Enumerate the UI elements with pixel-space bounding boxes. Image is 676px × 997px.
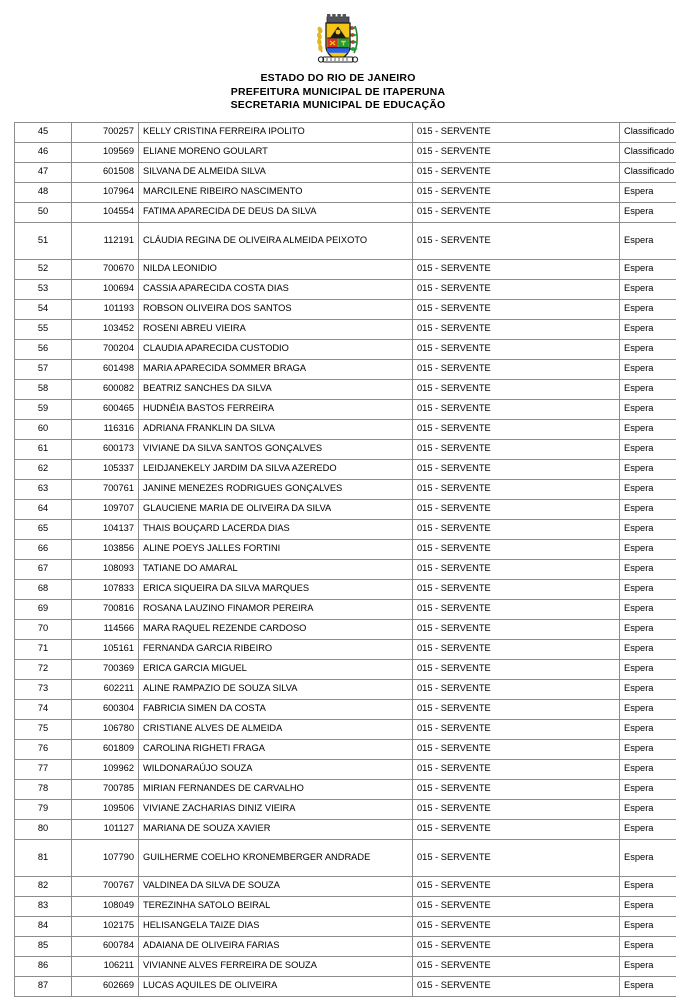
table-row	[15, 876, 676, 896]
cell-rank: 69	[15, 599, 72, 619]
table-row	[15, 259, 676, 279]
table-row	[15, 459, 676, 479]
cell-registration: 103452	[72, 319, 139, 339]
table-row	[15, 599, 676, 619]
cell-rank: 61	[15, 439, 72, 459]
cell-registration: 101193	[72, 299, 139, 319]
cell-registration: 600304	[72, 699, 139, 719]
coat-of-arms-icon	[312, 12, 364, 68]
table-row	[15, 519, 676, 539]
cell-registration: 100694	[72, 279, 139, 299]
cell-registration: 700369	[72, 659, 139, 679]
cell-name: ROBSON OLIVEIRA DOS SANTOS	[139, 299, 413, 319]
cell-registration: 601809	[72, 739, 139, 759]
cell-registration: 700204	[72, 339, 139, 359]
table-row	[15, 759, 676, 779]
table-row	[15, 819, 676, 839]
cell-role: 015 - SERVENTE	[413, 699, 620, 719]
cell-role: 015 - SERVENTE	[413, 419, 620, 439]
cell-role: 015 - SERVENTE	[413, 579, 620, 599]
cell-role: 015 - SERVENTE	[413, 819, 620, 839]
cell-registration: 103856	[72, 539, 139, 559]
cell-registration: 109506	[72, 799, 139, 819]
cell-role: 015 - SERVENTE	[413, 599, 620, 619]
table-row	[15, 479, 676, 499]
cell-rank: 48	[15, 182, 72, 202]
cell-status: Espera	[620, 222, 676, 259]
cell-name: MARIANA DE SOUZA XAVIER	[139, 819, 413, 839]
cell-rank: 45	[15, 122, 72, 142]
cell-status: Espera	[620, 379, 676, 399]
cell-status: Espera	[620, 259, 676, 279]
cell-status: Espera	[620, 182, 676, 202]
cell-rank: 83	[15, 896, 72, 916]
table-row	[15, 936, 676, 956]
cell-status: Espera	[620, 319, 676, 339]
cell-status: Espera	[620, 579, 676, 599]
cell-status: Espera	[620, 779, 676, 799]
cell-role: 015 - SERVENTE	[413, 319, 620, 339]
cell-rank: 75	[15, 719, 72, 739]
table-row	[15, 399, 676, 419]
cell-role: 015 - SERVENTE	[413, 259, 620, 279]
cell-rank: 60	[15, 419, 72, 439]
cell-registration: 109962	[72, 759, 139, 779]
table-row	[15, 719, 676, 739]
cell-name: ALINE POEYS JALLES FORTINI	[139, 539, 413, 559]
table-row	[15, 319, 676, 339]
cell-status: Espera	[620, 839, 676, 876]
cell-name: VALDINEA DA SILVA DE SOUZA	[139, 876, 413, 896]
cell-role: 015 - SERVENTE	[413, 916, 620, 936]
cell-role: 015 - SERVENTE	[413, 519, 620, 539]
cell-status: Espera	[620, 739, 676, 759]
cell-registration: 700785	[72, 779, 139, 799]
cell-role: 015 - SERVENTE	[413, 439, 620, 459]
table-row	[15, 222, 676, 259]
cell-rank: 81	[15, 839, 72, 876]
cell-status: Classificado	[620, 162, 676, 182]
cell-role: 015 - SERVENTE	[413, 479, 620, 499]
table-row	[15, 619, 676, 639]
roster-table-body	[15, 122, 676, 996]
cell-role: 015 - SERVENTE	[413, 779, 620, 799]
cell-status: Espera	[620, 479, 676, 499]
cell-role: 015 - SERVENTE	[413, 202, 620, 222]
cell-status: Classificado	[620, 122, 676, 142]
roster-table-container	[14, 122, 662, 997]
cell-registration: 108093	[72, 559, 139, 579]
table-row	[15, 419, 676, 439]
cell-rank: 54	[15, 299, 72, 319]
cell-status: Espera	[620, 759, 676, 779]
cell-name: WILDONARAÚJO SOUZA	[139, 759, 413, 779]
cell-rank: 59	[15, 399, 72, 419]
cell-role: 015 - SERVENTE	[413, 659, 620, 679]
cell-rank: 84	[15, 916, 72, 936]
cell-rank: 53	[15, 279, 72, 299]
cell-role: 015 - SERVENTE	[413, 339, 620, 359]
table-row	[15, 799, 676, 819]
cell-rank: 79	[15, 799, 72, 819]
document-header	[0, 0, 676, 113]
cell-name: MIRIAN FERNANDES DE CARVALHO	[139, 779, 413, 799]
cell-role: 015 - SERVENTE	[413, 639, 620, 659]
cell-name: ALINE RAMPAZIO DE SOUZA SILVA	[139, 679, 413, 699]
table-row	[15, 956, 676, 976]
cell-registration: 102175	[72, 916, 139, 936]
cell-registration: 700767	[72, 876, 139, 896]
table-row	[15, 379, 676, 399]
cell-registration: 109707	[72, 499, 139, 519]
table-row	[15, 202, 676, 222]
cell-role: 015 - SERVENTE	[413, 896, 620, 916]
cell-status: Espera	[620, 499, 676, 519]
cell-role: 015 - SERVENTE	[413, 379, 620, 399]
cell-role: 015 - SERVENTE	[413, 182, 620, 202]
cell-name: CLÁUDIA REGINA DE OLIVEIRA ALMEIDA PEIXOTO	[139, 222, 413, 259]
cell-registration: 105161	[72, 639, 139, 659]
cell-role: 015 - SERVENTE	[413, 956, 620, 976]
cell-registration: 700816	[72, 599, 139, 619]
cell-rank: 70	[15, 619, 72, 639]
cell-name: MARCILENE RIBEIRO NASCIMENTO	[139, 182, 413, 202]
cell-status: Espera	[620, 639, 676, 659]
cell-rank: 57	[15, 359, 72, 379]
table-row	[15, 659, 676, 679]
cell-status: Espera	[620, 876, 676, 896]
cell-name: ELIANE MORENO GOULART	[139, 142, 413, 162]
cell-status: Espera	[620, 202, 676, 222]
cell-registration: 700670	[72, 259, 139, 279]
cell-status: Espera	[620, 619, 676, 639]
cell-name: VIVIANE DA SILVA SANTOS GONÇALVES	[139, 439, 413, 459]
cell-status: Espera	[620, 699, 676, 719]
table-row	[15, 779, 676, 799]
cell-role: 015 - SERVENTE	[413, 976, 620, 996]
cell-role: 015 - SERVENTE	[413, 122, 620, 142]
table-row	[15, 579, 676, 599]
cell-rank: 64	[15, 499, 72, 519]
cell-rank: 72	[15, 659, 72, 679]
table-row	[15, 839, 676, 876]
cell-name: VIVIANNE ALVES FERREIRA DE SOUZA	[139, 956, 413, 976]
cell-registration: 108049	[72, 896, 139, 916]
table-row	[15, 499, 676, 519]
cell-name: CRISTIANE ALVES DE ALMEIDA	[139, 719, 413, 739]
cell-name: HELISANGELA TAIZE DIAS	[139, 916, 413, 936]
cell-name: ROSENI ABREU VIEIRA	[139, 319, 413, 339]
cell-status: Espera	[620, 916, 676, 936]
cell-role: 015 - SERVENTE	[413, 142, 620, 162]
roster-table	[14, 122, 676, 997]
cell-name: FATIMA APARECIDA DE DEUS DA SILVA	[139, 202, 413, 222]
cell-status: Espera	[620, 419, 676, 439]
header-title-block	[0, 72, 676, 113]
table-row	[15, 639, 676, 659]
cell-role: 015 - SERVENTE	[413, 719, 620, 739]
cell-status: Classificado	[620, 142, 676, 162]
cell-name: ADRIANA FRANKLIN DA SILVA	[139, 419, 413, 439]
cell-rank: 50	[15, 202, 72, 222]
table-row	[15, 559, 676, 579]
cell-registration: 104554	[72, 202, 139, 222]
cell-status: Espera	[620, 519, 676, 539]
cell-name: ERICA GARCIA MIGUEL	[139, 659, 413, 679]
cell-role: 015 - SERVENTE	[413, 162, 620, 182]
cell-role: 015 - SERVENTE	[413, 876, 620, 896]
cell-role: 015 - SERVENTE	[413, 839, 620, 876]
cell-status: Espera	[620, 299, 676, 319]
cell-name: HUDNÉIA BASTOS FERREIRA	[139, 399, 413, 419]
cell-rank: 55	[15, 319, 72, 339]
table-row	[15, 916, 676, 936]
cell-rank: 58	[15, 379, 72, 399]
cell-rank: 82	[15, 876, 72, 896]
table-row	[15, 279, 676, 299]
table-row	[15, 122, 676, 142]
cell-role: 015 - SERVENTE	[413, 679, 620, 699]
cell-status: Espera	[620, 679, 676, 699]
table-row	[15, 739, 676, 759]
cell-registration: 600784	[72, 936, 139, 956]
cell-rank: 87	[15, 976, 72, 996]
cell-rank: 76	[15, 739, 72, 759]
table-row	[15, 142, 676, 162]
cell-role: 015 - SERVENTE	[413, 359, 620, 379]
cell-registration: 601508	[72, 162, 139, 182]
cell-registration: 601498	[72, 359, 139, 379]
table-row	[15, 439, 676, 459]
cell-name: FABRICIA SIMEN DA COSTA	[139, 699, 413, 719]
cell-rank: 85	[15, 936, 72, 956]
cell-registration: 114566	[72, 619, 139, 639]
cell-role: 015 - SERVENTE	[413, 759, 620, 779]
cell-name: CASSIA APARECIDA COSTA DIAS	[139, 279, 413, 299]
cell-registration: 600465	[72, 399, 139, 419]
cell-registration: 116316	[72, 419, 139, 439]
cell-role: 015 - SERVENTE	[413, 399, 620, 419]
cell-name: NILDA LEONIDIO	[139, 259, 413, 279]
cell-registration: 600173	[72, 439, 139, 459]
cell-rank: 77	[15, 759, 72, 779]
cell-role: 015 - SERVENTE	[413, 539, 620, 559]
table-row	[15, 182, 676, 202]
table-row	[15, 539, 676, 559]
cell-status: Espera	[620, 936, 676, 956]
cell-name: KELLY CRISTINA FERREIRA IPOLITO	[139, 122, 413, 142]
cell-status: Espera	[620, 956, 676, 976]
cell-status: Espera	[620, 976, 676, 996]
cell-registration: 107964	[72, 182, 139, 202]
cell-status: Espera	[620, 896, 676, 916]
cell-registration: 101127	[72, 819, 139, 839]
cell-rank: 56	[15, 339, 72, 359]
table-row	[15, 299, 676, 319]
cell-status: Espera	[620, 439, 676, 459]
cell-rank: 86	[15, 956, 72, 976]
cell-name: LEIDJANEKELY JARDIM DA SILVA AZEREDO	[139, 459, 413, 479]
cell-rank: 63	[15, 479, 72, 499]
cell-status: Espera	[620, 659, 676, 679]
cell-role: 015 - SERVENTE	[413, 459, 620, 479]
cell-rank: 47	[15, 162, 72, 182]
cell-registration: 112191	[72, 222, 139, 259]
table-row	[15, 699, 676, 719]
cell-name: THAIS BOUÇARD LACERDA DIAS	[139, 519, 413, 539]
cell-rank: 66	[15, 539, 72, 559]
cell-role: 015 - SERVENTE	[413, 559, 620, 579]
header-line-state: ESTADO DO RIO DE JANEIRO	[0, 72, 676, 86]
cell-rank: 51	[15, 222, 72, 259]
cell-rank: 67	[15, 559, 72, 579]
cell-role: 015 - SERVENTE	[413, 799, 620, 819]
cell-name: TATIANE DO AMARAL	[139, 559, 413, 579]
cell-registration: 106780	[72, 719, 139, 739]
cell-rank: 65	[15, 519, 72, 539]
cell-registration: 602211	[72, 679, 139, 699]
cell-rank: 62	[15, 459, 72, 479]
table-row	[15, 896, 676, 916]
cell-name: BEATRIZ SANCHES DA SILVA	[139, 379, 413, 399]
table-row	[15, 339, 676, 359]
cell-name: SILVANA DE ALMEIDA SILVA	[139, 162, 413, 182]
cell-name: GUILHERME COELHO KRONEMBERGER ANDRADE	[139, 839, 413, 876]
cell-role: 015 - SERVENTE	[413, 499, 620, 519]
cell-name: FERNANDA GARCIA RIBEIRO	[139, 639, 413, 659]
cell-rank: 52	[15, 259, 72, 279]
cell-name: CAROLINA RIGHETI FRAGA	[139, 739, 413, 759]
cell-role: 015 - SERVENTE	[413, 299, 620, 319]
cell-name: MARA RAQUEL REZENDE CARDOSO	[139, 619, 413, 639]
cell-registration: 700257	[72, 122, 139, 142]
cell-registration: 104137	[72, 519, 139, 539]
cell-name: LUCAS AQUILES DE OLIVEIRA	[139, 976, 413, 996]
cell-name: CLAUDIA APARECIDA CUSTODIO	[139, 339, 413, 359]
cell-registration: 107833	[72, 579, 139, 599]
cell-rank: 73	[15, 679, 72, 699]
cell-registration: 700761	[72, 479, 139, 499]
cell-rank: 78	[15, 779, 72, 799]
cell-status: Espera	[620, 559, 676, 579]
cell-name: JANINE MENEZES RODRIGUES GONÇALVES	[139, 479, 413, 499]
header-line-city: PREFEITURA MUNICIPAL DE ITAPERUNA	[0, 86, 676, 100]
cell-role: 015 - SERVENTE	[413, 936, 620, 956]
cell-status: Espera	[620, 539, 676, 559]
cell-registration: 105337	[72, 459, 139, 479]
cell-rank: 80	[15, 819, 72, 839]
cell-status: Espera	[620, 459, 676, 479]
cell-registration: 600082	[72, 379, 139, 399]
cell-rank: 46	[15, 142, 72, 162]
cell-status: Espera	[620, 719, 676, 739]
cell-rank: 71	[15, 639, 72, 659]
cell-name: ROSANA LAUZINO FINAMOR PEREIRA	[139, 599, 413, 619]
table-row	[15, 679, 676, 699]
cell-registration: 602669	[72, 976, 139, 996]
cell-name: ADAIANA DE OLIVEIRA FARIAS	[139, 936, 413, 956]
header-line-department: SECRETARIA MUNICIPAL DE EDUCAÇÃO	[0, 99, 676, 113]
cell-name: ERICA SIQUEIRA DA SILVA MARQUES	[139, 579, 413, 599]
cell-role: 015 - SERVENTE	[413, 279, 620, 299]
table-row	[15, 359, 676, 379]
cell-status: Espera	[620, 279, 676, 299]
cell-status: Espera	[620, 399, 676, 419]
cell-registration: 106211	[72, 956, 139, 976]
table-row	[15, 976, 676, 996]
cell-registration: 109569	[72, 142, 139, 162]
cell-name: TEREZINHA SATOLO BEIRAL	[139, 896, 413, 916]
cell-rank: 74	[15, 699, 72, 719]
cell-name: GLAUCIENE MARIA DE OLIVEIRA DA SILVA	[139, 499, 413, 519]
cell-status: Espera	[620, 819, 676, 839]
cell-role: 015 - SERVENTE	[413, 739, 620, 759]
cell-name: MARIA APARECIDA SOMMER BRAGA	[139, 359, 413, 379]
cell-role: 015 - SERVENTE	[413, 222, 620, 259]
cell-status: Espera	[620, 339, 676, 359]
table-row	[15, 162, 676, 182]
cell-name: VIVIANE ZACHARIAS DINIZ VIEIRA	[139, 799, 413, 819]
cell-role: 015 - SERVENTE	[413, 619, 620, 639]
cell-registration: 107790	[72, 839, 139, 876]
cell-rank: 68	[15, 579, 72, 599]
cell-status: Espera	[620, 799, 676, 819]
cell-status: Espera	[620, 359, 676, 379]
cell-status: Espera	[620, 599, 676, 619]
